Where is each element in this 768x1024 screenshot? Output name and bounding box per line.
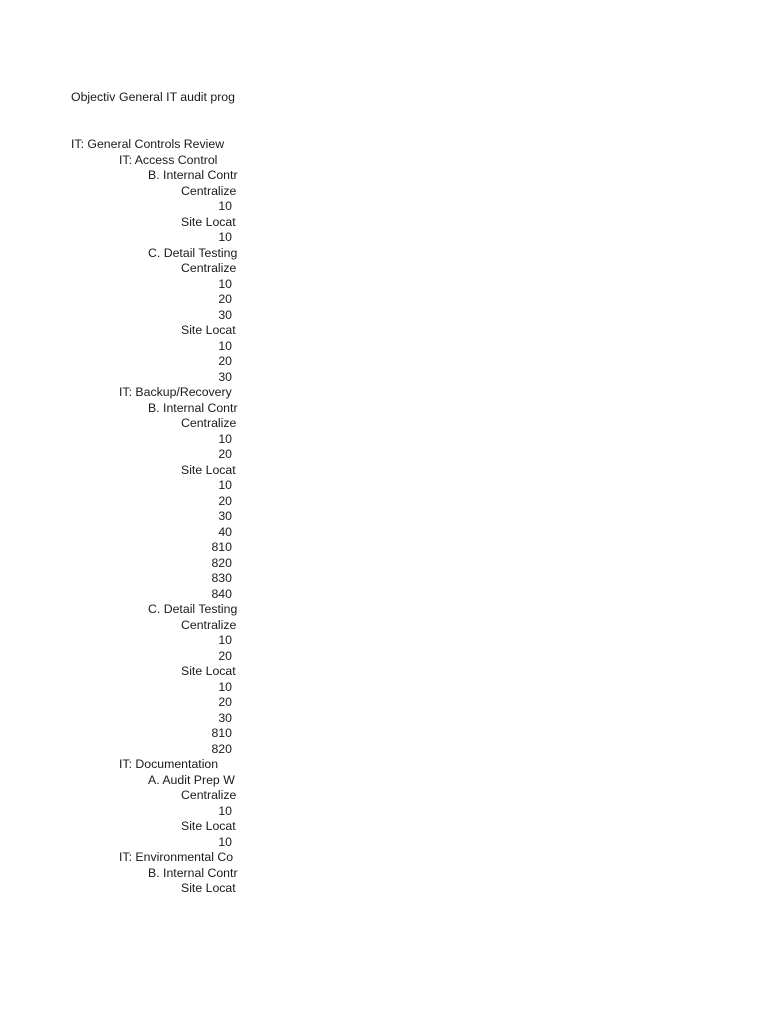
area-title: IT: Backup/Recovery	[119, 385, 232, 399]
area-title: IT: Access Control	[119, 152, 218, 167]
step-number: 840	[211, 586, 232, 601]
subsection-title: B. Internal Contr	[148, 400, 238, 415]
location-label: Centralize	[181, 617, 237, 632]
step-number: 20	[218, 493, 232, 508]
step-number: 10	[218, 633, 232, 647]
step-number: 10	[218, 834, 232, 849]
step-number: 10	[218, 276, 232, 291]
location-label: Site Locat	[181, 664, 236, 678]
step-number: 30	[218, 710, 232, 725]
step-number: 30	[218, 509, 232, 523]
location-label: Site Locat	[181, 214, 236, 229]
objective-label: Objectiv	[71, 90, 116, 104]
subsection-title: A. Audit Prep W	[148, 772, 235, 787]
step-number: 10	[218, 478, 232, 492]
subsection-title: C. Detail Testing	[148, 245, 238, 260]
step-number: 20	[218, 292, 232, 306]
location-label: Site Locat	[181, 462, 236, 477]
location-label: Centralize	[181, 183, 237, 198]
subsection-title: B. Internal Contr	[148, 168, 238, 182]
area-title: IT: Documentation	[119, 757, 219, 771]
location-label: Site Locat	[181, 323, 236, 337]
step-number: 820	[211, 741, 232, 756]
step-number: 10	[218, 679, 232, 694]
step-number: 20	[218, 695, 232, 709]
step-number: 10	[218, 431, 232, 446]
step-number: 10	[218, 803, 232, 818]
location-label: Centralize	[181, 261, 237, 275]
subsection-title: C. Detail Testing	[148, 602, 238, 616]
step-number: 30	[218, 307, 232, 322]
step-number: 40	[218, 524, 232, 539]
objective-value: General IT audit prog	[119, 90, 235, 104]
location-label: Centralize	[181, 416, 237, 430]
subsection-title: B. Internal Contr	[148, 865, 238, 880]
step-number: 10	[218, 199, 232, 213]
location-label: Site Locat	[181, 881, 236, 895]
location-label: Site Locat	[181, 819, 236, 833]
area-title: IT: Environmental Co	[119, 850, 234, 864]
step-number: 10	[218, 230, 232, 244]
step-number: 830	[211, 571, 232, 585]
step-number: 10	[218, 338, 232, 353]
location-label: Centralize	[181, 788, 237, 802]
step-number: 820	[211, 555, 232, 570]
section-title: IT: General Controls Review	[71, 137, 225, 151]
step-number: 810	[211, 540, 232, 554]
step-number: 20	[218, 447, 232, 461]
step-number: 30	[218, 369, 232, 384]
step-number: 810	[211, 726, 232, 740]
step-number: 20	[218, 354, 232, 368]
step-number: 20	[218, 648, 232, 663]
